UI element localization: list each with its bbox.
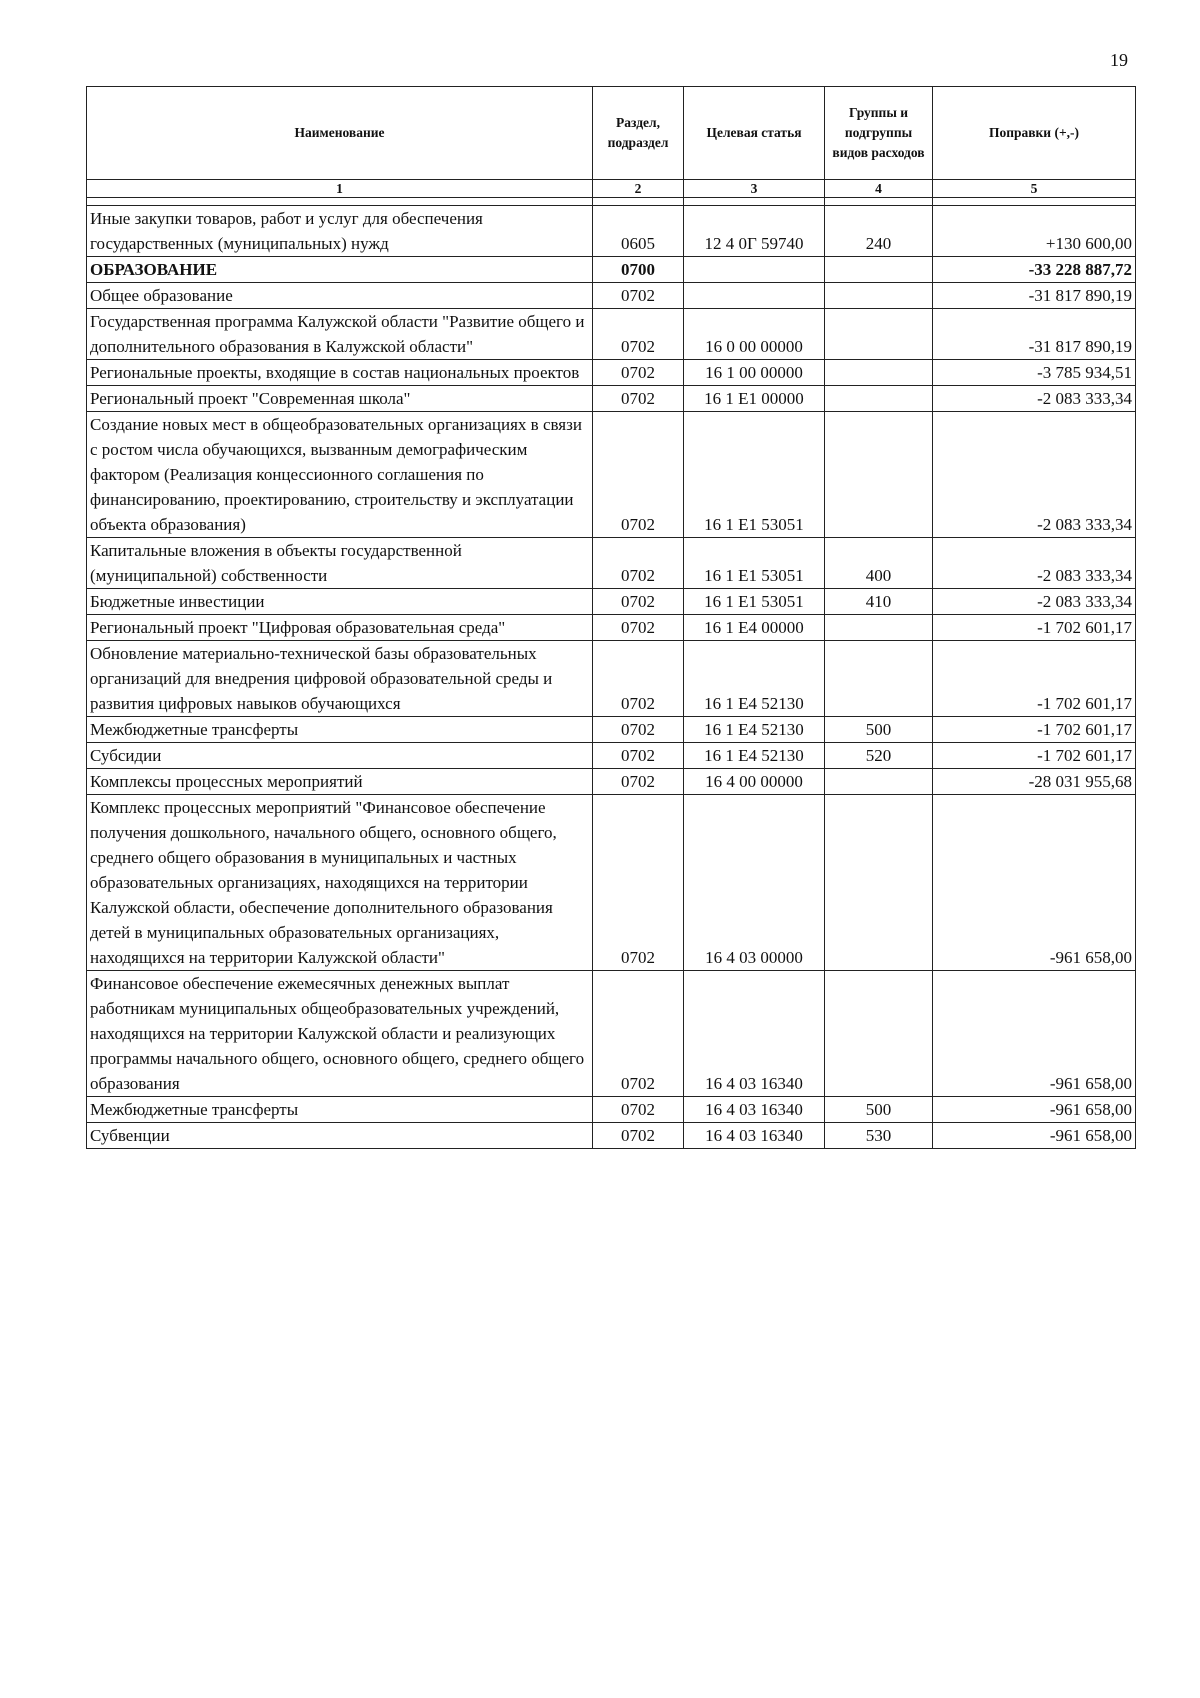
row-amount: -31 817 890,19 <box>933 283 1136 309</box>
column-number: 4 <box>825 180 933 198</box>
row-target: 16 1 E1 53051 <box>684 538 825 589</box>
row-name: Комплексы процессных мероприятий <box>87 769 593 795</box>
row-section: 0702 <box>593 971 684 1097</box>
row-target: 16 4 03 16340 <box>684 1123 825 1149</box>
column-number: 2 <box>593 180 684 198</box>
row-section: 0702 <box>593 412 684 538</box>
row-name: ОБРАЗОВАНИЕ <box>87 257 593 283</box>
budget-table <box>86 86 1136 1149</box>
column-number: 1 <box>87 180 593 198</box>
row-group: 500 <box>825 717 933 743</box>
row-group: 400 <box>825 538 933 589</box>
row-target: 16 1 E4 52130 <box>684 641 825 717</box>
spacer-row <box>87 198 1136 206</box>
row-target: 16 4 03 16340 <box>684 1097 825 1123</box>
table-row <box>87 743 1136 769</box>
row-section: 0702 <box>593 641 684 717</box>
row-group <box>825 386 933 412</box>
row-amount: -961 658,00 <box>933 1097 1136 1123</box>
row-amount: -1 702 601,17 <box>933 717 1136 743</box>
table-row <box>87 283 1136 309</box>
row-section: 0702 <box>593 795 684 971</box>
row-target <box>684 283 825 309</box>
row-name: Региональный проект "Современная школа" <box>87 386 593 412</box>
row-amount: -961 658,00 <box>933 795 1136 971</box>
row-target: 16 1 E4 52130 <box>684 717 825 743</box>
row-name: Государственная программа Калужской области "Развитие общего и дополнительного образования в Калужской области" <box>87 309 593 360</box>
header-section: Раздел, подраздел <box>593 87 684 180</box>
row-amount: -2 083 333,34 <box>933 538 1136 589</box>
table-row <box>87 538 1136 589</box>
column-number: 5 <box>933 180 1136 198</box>
table-row <box>87 386 1136 412</box>
table-row <box>87 589 1136 615</box>
row-target: 16 0 00 00000 <box>684 309 825 360</box>
row-group <box>825 360 933 386</box>
table-row <box>87 257 1136 283</box>
row-section: 0702 <box>593 615 684 641</box>
table-row <box>87 717 1136 743</box>
row-section: 0702 <box>593 1097 684 1123</box>
row-group: 410 <box>825 589 933 615</box>
row-amount: -2 083 333,34 <box>933 386 1136 412</box>
row-group <box>825 795 933 971</box>
row-group <box>825 971 933 1097</box>
row-amount: -3 785 934,51 <box>933 360 1136 386</box>
row-amount: -31 817 890,19 <box>933 309 1136 360</box>
row-group: 240 <box>825 206 933 257</box>
header-amount: Поправки (+,-) <box>933 87 1136 180</box>
row-name: Субсидии <box>87 743 593 769</box>
row-amount: -961 658,00 <box>933 971 1136 1097</box>
header-target: Целевая статья <box>684 87 825 180</box>
row-name: Общее образование <box>87 283 593 309</box>
column-number: 3 <box>684 180 825 198</box>
row-amount: -28 031 955,68 <box>933 769 1136 795</box>
table-row <box>87 769 1136 795</box>
row-target: 16 1 E4 52130 <box>684 743 825 769</box>
row-amount: -961 658,00 <box>933 1123 1136 1149</box>
row-group <box>825 769 933 795</box>
row-group <box>825 412 933 538</box>
row-name: Региональный проект "Цифровая образовательная среда" <box>87 615 593 641</box>
row-section: 0702 <box>593 1123 684 1149</box>
row-group: 520 <box>825 743 933 769</box>
row-name: Комплекс процессных мероприятий "Финансовое обеспечение получения дошкольного, начального общего, основного общего, среднего общего образования в муниципальных и частных образовательных организациях, находящихся на территории Калужской области, обеспечение дополнительного образования детей в муниципальных образовательных организациях, находящихся на территории Калужской области" <box>87 795 593 971</box>
table-row <box>87 615 1136 641</box>
row-section: 0702 <box>593 589 684 615</box>
row-target: 16 1 00 00000 <box>684 360 825 386</box>
row-group <box>825 283 933 309</box>
row-section: 0700 <box>593 257 684 283</box>
table-row <box>87 1097 1136 1123</box>
table-row <box>87 1123 1136 1149</box>
row-name: Финансовое обеспечение ежемесячных денежных выплат работникам муниципальных общеобразовательных учреждений, находящихся на территории Калужской области и реализующих программы начального общего, основного общего, среднего общего образования <box>87 971 593 1097</box>
row-name: Субвенции <box>87 1123 593 1149</box>
page-number: 19 <box>1110 50 1128 70</box>
row-group <box>825 257 933 283</box>
column-number-row <box>87 180 1136 198</box>
row-group: 530 <box>825 1123 933 1149</box>
row-section: 0702 <box>593 769 684 795</box>
row-section: 0702 <box>593 743 684 769</box>
row-name: Капитальные вложения в объекты государственной (муниципальной) собственности <box>87 538 593 589</box>
row-amount: -1 702 601,17 <box>933 743 1136 769</box>
row-group <box>825 641 933 717</box>
row-target: 16 4 00 00000 <box>684 769 825 795</box>
row-section: 0605 <box>593 206 684 257</box>
row-name: Создание новых мест в общеобразовательных организациях в связи с ростом числа обучающихся, вызванным демографическим фактором (Реализация концессионного соглашения по финансированию, проектированию, строительству и эксплуатации объекта образования) <box>87 412 593 538</box>
row-section: 0702 <box>593 360 684 386</box>
row-amount: +130 600,00 <box>933 206 1136 257</box>
row-amount: -2 083 333,34 <box>933 589 1136 615</box>
row-target: 16 1 E1 53051 <box>684 589 825 615</box>
row-target: 16 4 03 16340 <box>684 971 825 1097</box>
row-amount: -1 702 601,17 <box>933 615 1136 641</box>
table-row <box>87 206 1136 257</box>
row-section: 0702 <box>593 283 684 309</box>
row-name: Межбюджетные трансферты <box>87 717 593 743</box>
header-group: Группы и подгруппы видов расходов <box>825 87 933 180</box>
table-body <box>87 206 1136 1149</box>
table-row <box>87 971 1136 1097</box>
row-target: 16 1 E1 53051 <box>684 412 825 538</box>
header-row <box>87 87 1136 180</box>
row-name: Иные закупки товаров, работ и услуг для обеспечения государственных (муниципальных) нужд <box>87 206 593 257</box>
row-amount: -2 083 333,34 <box>933 412 1136 538</box>
table-row <box>87 309 1136 360</box>
row-name: Обновление материально-технической базы образовательных организаций для внедрения цифровой образовательной среды и развития цифровых навыков обучающихся <box>87 641 593 717</box>
row-target <box>684 257 825 283</box>
row-section: 0702 <box>593 386 684 412</box>
row-target: 16 1 E4 00000 <box>684 615 825 641</box>
row-section: 0702 <box>593 538 684 589</box>
row-name: Бюджетные инвестиции <box>87 589 593 615</box>
row-group <box>825 309 933 360</box>
header-name: Наименование <box>87 87 593 180</box>
row-group <box>825 615 933 641</box>
row-name: Межбюджетные трансферты <box>87 1097 593 1123</box>
row-name: Региональные проекты, входящие в состав национальных проектов <box>87 360 593 386</box>
table-row <box>87 641 1136 717</box>
row-amount: -1 702 601,17 <box>933 641 1136 717</box>
table-row <box>87 795 1136 971</box>
row-section: 0702 <box>593 309 684 360</box>
row-group: 500 <box>825 1097 933 1123</box>
table-row <box>87 412 1136 538</box>
row-target: 12 4 0Г 59740 <box>684 206 825 257</box>
row-amount: -33 228 887,72 <box>933 257 1136 283</box>
row-section: 0702 <box>593 717 684 743</box>
row-target: 16 4 03 00000 <box>684 795 825 971</box>
table-row <box>87 360 1136 386</box>
row-target: 16 1 E1 00000 <box>684 386 825 412</box>
